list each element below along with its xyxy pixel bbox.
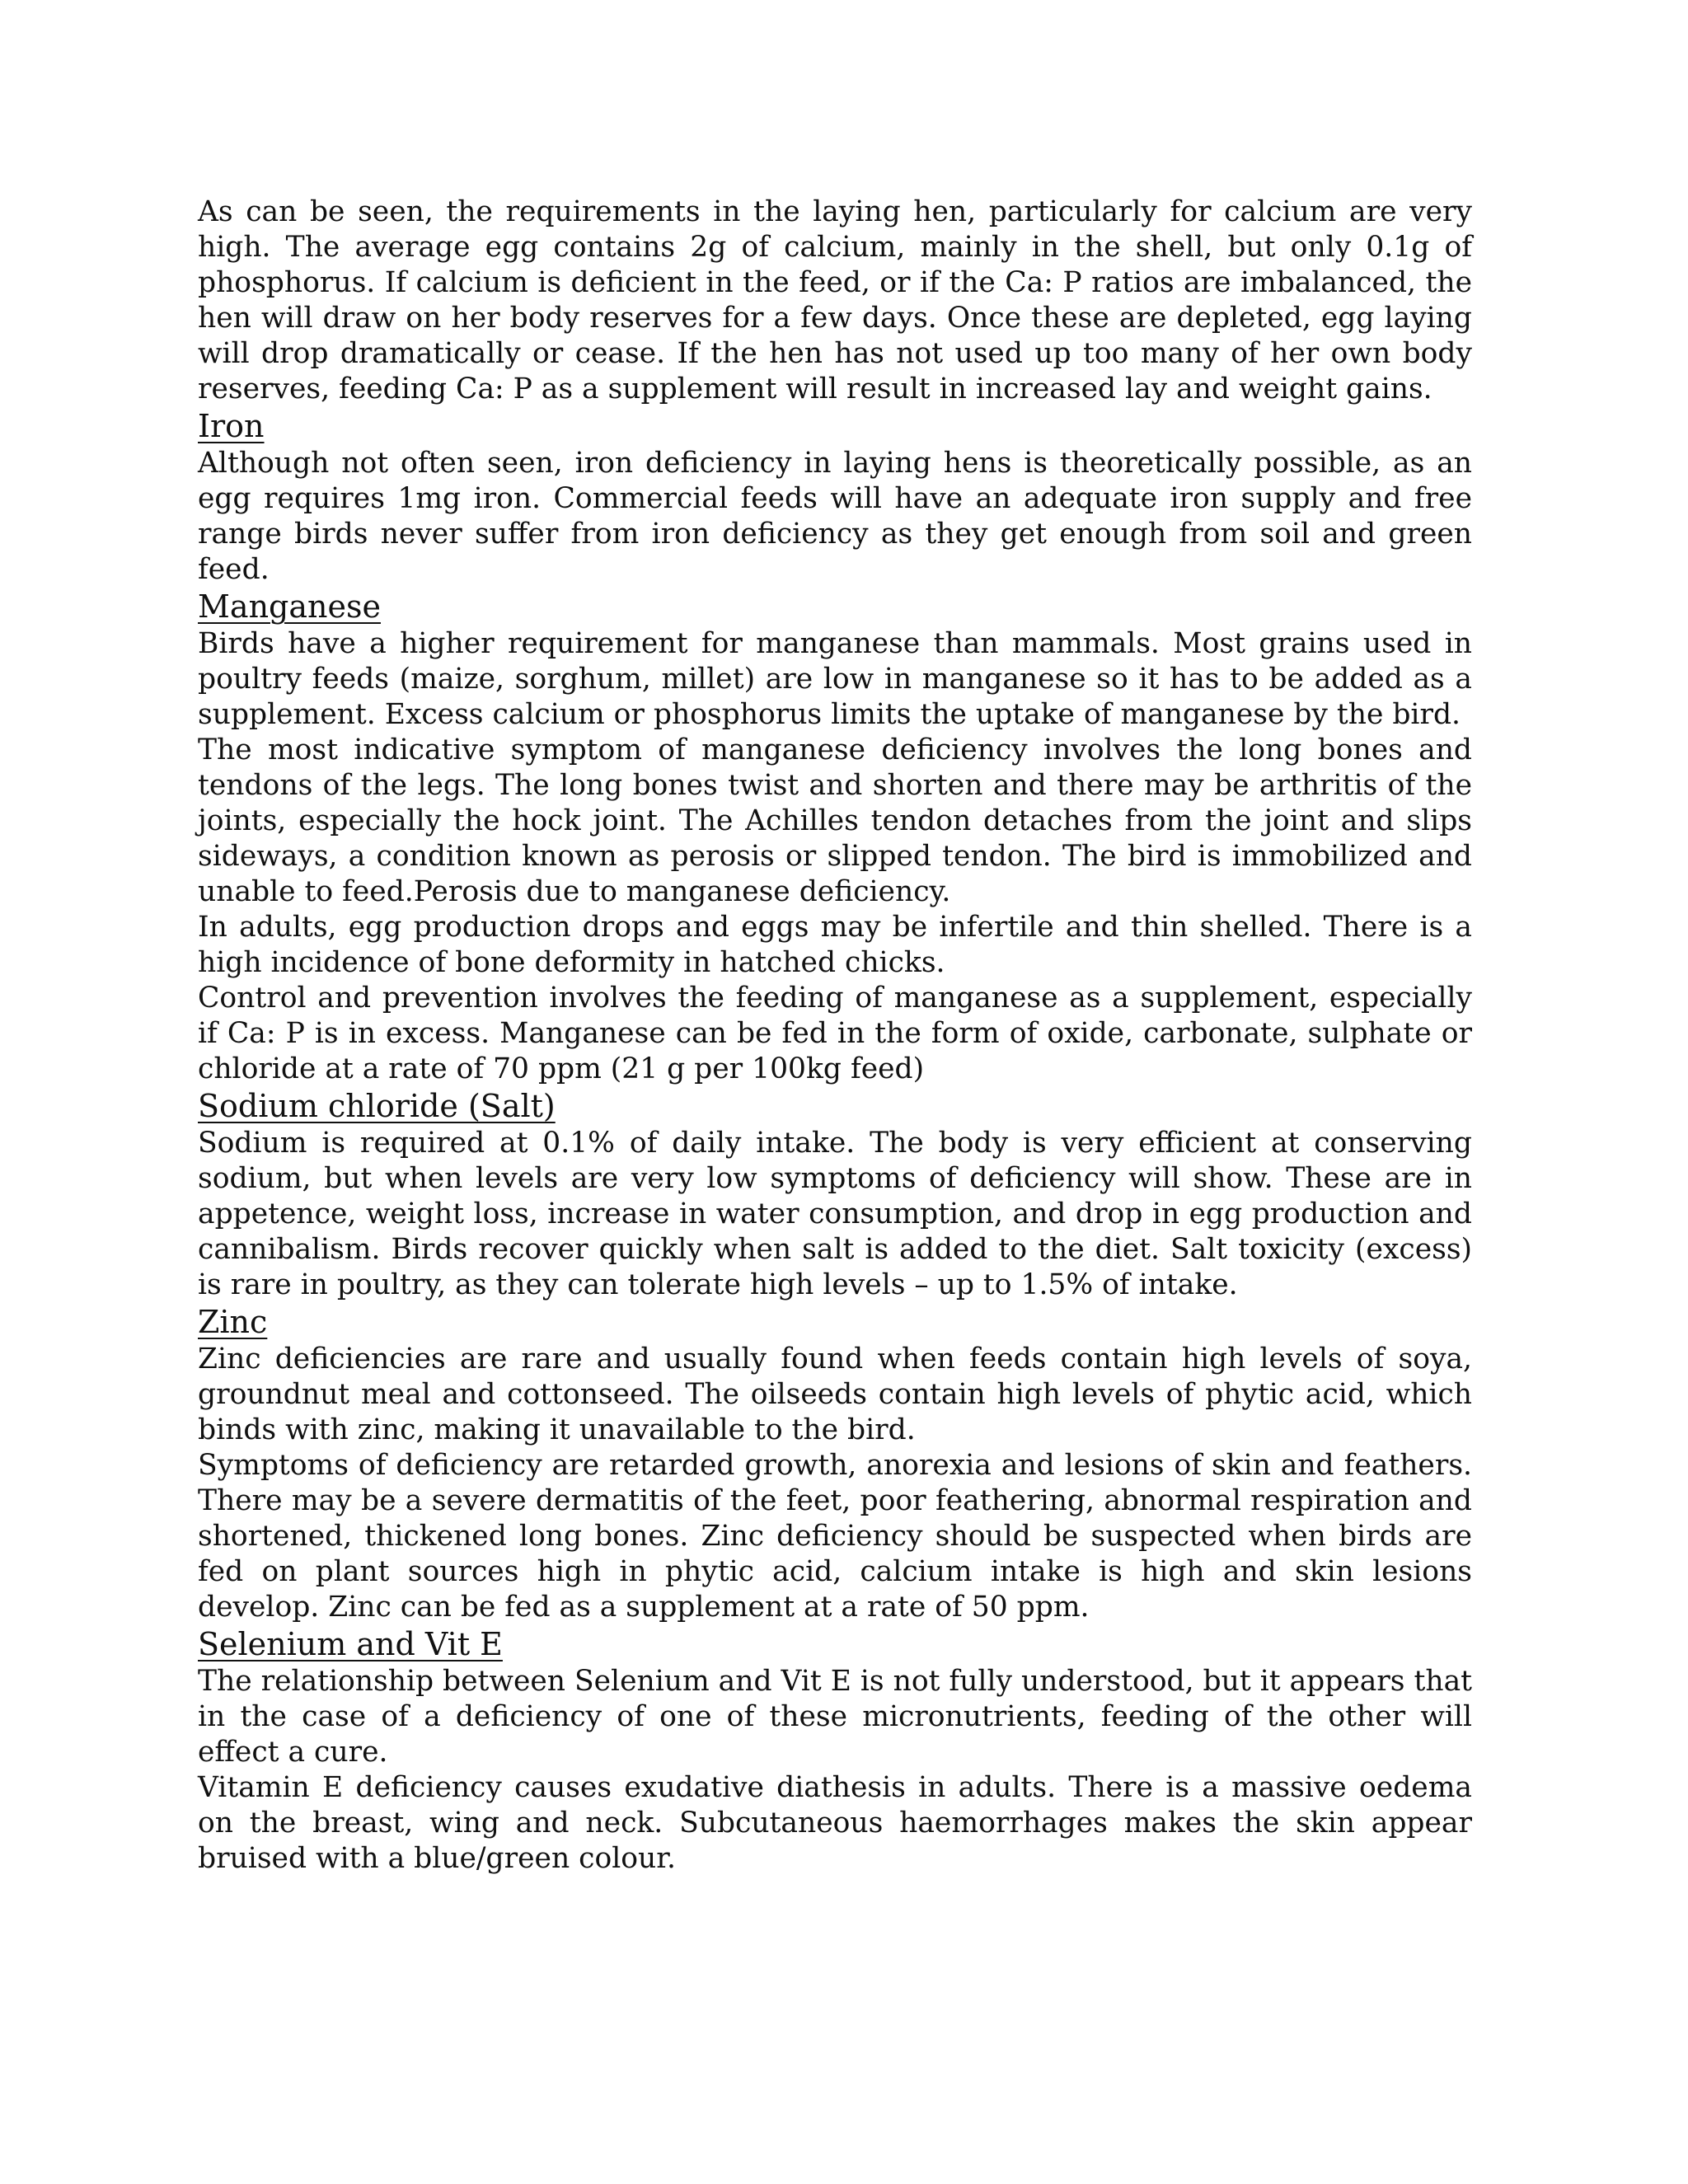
- iron-heading: Iron: [198, 408, 265, 444]
- iron-paragraph: Although not often seen, iron deficiency in laying hens is theoretically possible, as an egg requires 1mg iron. Commercial feeds will have an adequate iron supply and free range birds never suffer from iron deficiency as they get enough from soil and green feed.: [198, 447, 1472, 586]
- manganese-paragraph-1: Birds have a higher requirement for manganese than mammals. Most grains used in poultry feeds (maize, sorghum, millet) are low in manganese so it has to be added as a supplement. Excess calcium or phosphorus limits the uptake of manganese by the bird.: [198, 627, 1472, 731]
- selenium-paragraph-1: The relationship between Selenium and Vit E is not fully understood, but it appears that in the case of a deficiency of one of these micronutrients, feeding of the other will effect a cure.: [198, 1665, 1472, 1769]
- document-page: [198, 194, 1472, 1877]
- selenium-heading: Selenium and Vit E: [198, 1626, 503, 1662]
- selenium-paragraph-2: Vitamin E deficiency causes exudative diathesis in adults. There is a massive oedema on the breast, wing and neck. Subcutaneous haemorrhages makes the skin appear bruised with a blue/green colour.: [198, 1771, 1472, 1875]
- intro-paragraph: As can be seen, the requirements in the laying hen, particularly for calcium are very high. The average egg contains 2g of calcium, mainly in the shell, but only 0.1g of phosphorus. If calcium is deficient in the feed, or if the Ca: P ratios are imbalanced, the hen will draw on her body reserves for a few days. Once these are depleted, egg laying will drop dramatically or cease. If the hen has not used up too many of her own body reserves, feeding Ca: P as a supplement will result in increased lay and weight gains.: [198, 195, 1472, 405]
- manganese-paragraph-4: Control and prevention involves the feeding of manganese as a supplement, especially if Ca: P is in excess. Manganese can be fed in the form of oxide, carbonate, sulphate or chloride at a rate of 70 ppm (21 g per 100kg feed): [198, 982, 1472, 1085]
- zinc-paragraph-2: Symptoms of deficiency are retarded growth, anorexia and lesions of skin and feathers. There may be a severe dermatitis of the feet, poor feathering, abnormal respiration and shortened, thickened long bones. Zinc deficiency should be suspected when birds are fed on plant sources high in phytic acid, calcium intake is high and skin lesions develop. Zinc can be fed as a supplement at a rate of 50 ppm.: [198, 1449, 1472, 1624]
- manganese-paragraph-2: The most indicative symptom of manganese deficiency involves the long bones and tendons of the legs. The long bones twist and shorten and there may be arthritis of the joints, especially the hock joint. The Achilles tendon detaches from the joint and slips sideways, a condition known as perosis or slipped tendon. The bird is immobilized and unable to feed.Perosis due to manganese deficiency.: [198, 733, 1472, 908]
- zinc-heading: Zinc: [198, 1304, 268, 1340]
- manganese-heading: Manganese: [198, 588, 381, 625]
- sodium-paragraph: Sodium is required at 0.1% of daily intake. The body is very efficient at conserving sodium, but when levels are very low symptoms of deficiency will show. These are in appetence, weight loss, increase in water consumption, and drop in egg production and cannibalism. Birds recover quickly when salt is added to the diet. Salt toxicity (excess) is rare in poultry, as they can tolerate high levels – up to 1.5% of intake.: [198, 1127, 1472, 1301]
- zinc-paragraph-1: Zinc deficiencies are rare and usually found when feeds contain high levels of soya, groundnut meal and cottonseed. The oilseeds contain high levels of phytic acid, which binds with zinc, making it unavailable to the bird.: [198, 1343, 1472, 1446]
- manganese-paragraph-3: In adults, egg production drops and eggs may be infertile and thin shelled. There is a high incidence of bone deformity in hatched chicks.: [198, 911, 1472, 979]
- sodium-heading: Sodium chloride (Salt): [198, 1088, 556, 1124]
